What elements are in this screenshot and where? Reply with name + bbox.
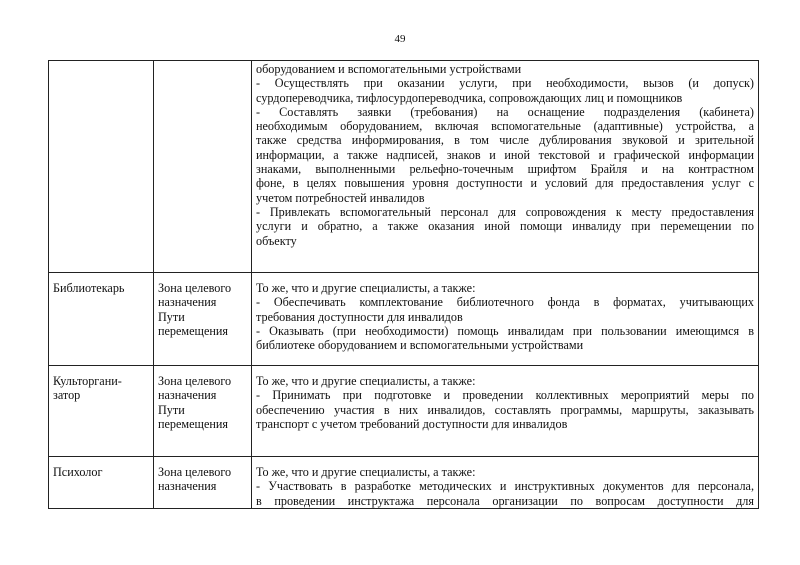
duty-line: - Привлекать вспомогательный персонал для сопровождения к месту предоставления (256, 204, 754, 219)
zone-line: перемещения (158, 323, 229, 338)
table-row (49, 457, 759, 509)
table-row (49, 273, 759, 366)
duty-line: То же, что и другие специалисты, а также: (256, 374, 476, 388)
duty-line: сурдопереводчика, тифлосурдопереводчика, сопровождающих лиц и помощников (256, 90, 683, 105)
role-cell (49, 366, 154, 457)
duties-cell (252, 457, 759, 509)
duties-cell (252, 273, 759, 366)
duty-line: - Обеспечивать комплектование библиотечного фонда в форматах, учитывающих (256, 295, 754, 310)
duty-line: То же, что и другие специалисты, а также: (256, 465, 476, 479)
duty-line: транспорт с учетом требований доступности для инвалидов (256, 416, 568, 431)
duty-line: также средства информирования, в том числе дублирования звуковой и зрительной (256, 133, 754, 148)
duty-line: услуги и обратно, а также оказания иной помощи инвалиду при перемещении по (256, 219, 754, 234)
role-cell (49, 273, 154, 366)
role-label: Библиотекарь (53, 281, 125, 295)
table-row (49, 366, 759, 457)
zone-line: назначения (158, 479, 217, 494)
zone-line: Зона целевого (158, 465, 232, 479)
duty-line: необходимым оборудованием, включая вспомогательные (адаптивные) устройства, а (256, 119, 754, 134)
duty-line: требования доступности для инвалидов (256, 309, 463, 324)
zone-line: Зона целевого (158, 281, 232, 295)
duty-line: То же, что и другие специалисты, а также: (256, 281, 476, 295)
zone-line: назначения (158, 295, 217, 310)
duties-cell (252, 61, 759, 273)
duty-line: фоне, в целях повышения уровня доступности и условий для предоставления услуг с (256, 176, 754, 191)
duty-line: информации, а также надписей, знаков и иной текстовой и графической информации (256, 147, 754, 162)
duty-line: библиотеке оборудованием и вспомогательными устройствами (256, 338, 584, 353)
zone-line: Пути (158, 309, 185, 324)
zone-line: Пути (158, 402, 185, 417)
table-row (49, 61, 759, 273)
duty-line: - Составлять заявки (требования) на оснащение подразделения (кабинета) (256, 104, 754, 119)
zone-cell (154, 366, 252, 457)
duty-line: учетом потребностей инвалидов (256, 190, 425, 205)
role-label: Психолог (53, 465, 103, 479)
zone-cell (154, 61, 252, 273)
role-cell (49, 61, 154, 273)
zone-cell (154, 273, 252, 366)
duty-line: обеспечению участия в них инвалидов, составлять программы, маршруты, заказывать (256, 402, 754, 417)
duty-line: объекту (256, 233, 297, 248)
duty-line: - Принимать при подготовке и проведении коллективных мероприятий меры по (256, 388, 754, 403)
role-label: Культоргани- (53, 374, 122, 388)
page-number: 49 (394, 33, 406, 45)
zone-line: Зона целевого (158, 374, 232, 388)
zone-line: назначения (158, 388, 217, 403)
role-label: затор (53, 388, 81, 403)
zone-cell (154, 457, 252, 509)
duty-line: - Участвовать в разработке методических и инструктивных документов для персонала, (256, 479, 754, 494)
duty-line: в проведении инструктажа персонала организации по вопросам доступности для (256, 493, 754, 508)
duties-table (48, 60, 759, 509)
duty-line: знаками, выполненными рельефно-точечным шрифтом Брайля и на контрастном (256, 162, 754, 177)
role-cell (49, 457, 154, 509)
duty-line: оборудованием и вспомогательными устройствами (256, 62, 522, 76)
duty-line: - Оказывать (при необходимости) помощь инвалидам при пользовании имеющимся в (256, 323, 754, 338)
duty-line: - Осуществлять при оказании услуги, при необходимости, вызов (и допуск) (256, 76, 754, 91)
duties-cell (252, 366, 759, 457)
zone-line: перемещения (158, 416, 229, 431)
